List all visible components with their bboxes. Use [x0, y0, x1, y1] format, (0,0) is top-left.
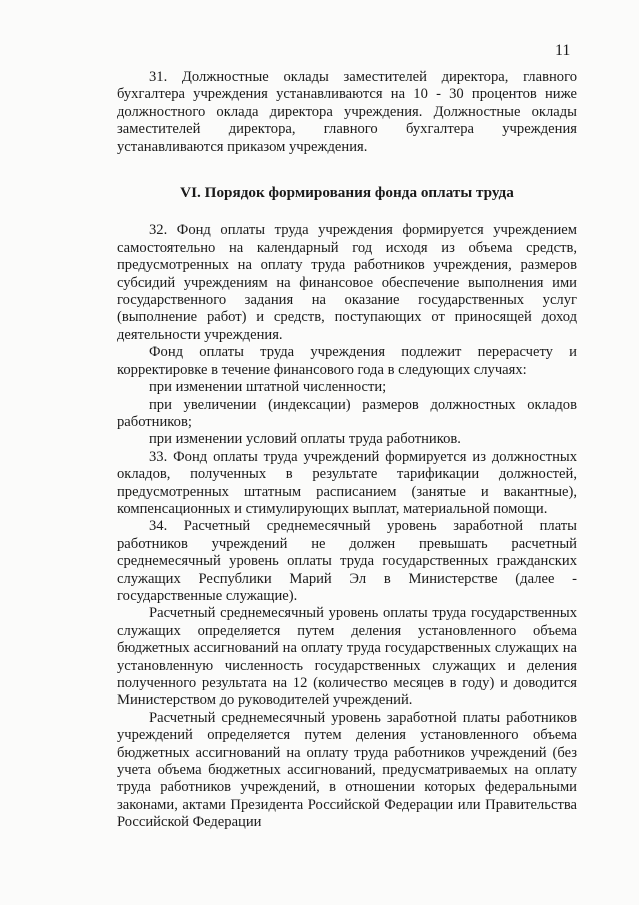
paragraph-33: 33. Фонд оплаты труда учреждений формируется из должностных окладов, полученных в результате тарификации должностей, предусмотренных штатным расписанием (занятые и вакантные), компенсационных и стимулирующих выплат, материальной помощи.: [117, 448, 577, 517]
paragraph-32: 32. Фонд оплаты труда учреждения формируется учреждением самостоятельно на календарный год исходя из объема средств, предусмотренных на оплату труда работников учреждения, размеров субсидий учреждениям на финансовое обеспечение выполнения ими государственного задания на оказание государственных услуг (выполнение работ) и средств, поступающих от приносящей доход деятельности учреждения.: [117, 222, 577, 343]
paragraph-civil-servants-level: Расчетный среднемесячный уровень оплаты труда государственных служащих определяется путем деления установленного объема бюджетных ассигнований на оплату труда государственных служащих на установленную численность государственных служащих и деления полученного результата на 12 (количество месяцев в году) и доводится Министерством до руководителей учреждений.: [117, 605, 577, 709]
list-item-salary-indexation: при увеличении (индексации) размеров должностных окладов работников;: [117, 396, 577, 430]
list-item-pay-conditions: при изменении условий оплаты труда работников.: [149, 431, 461, 448]
paragraph-employees-level: Расчетный среднемесячный уровень заработной платы работников учреждений определяется путем деления установленного объема бюджетных ассигнований на оплату труда работников учреждений (без учета объема бюджетных ассигнований, предусматриваемых на оплату труда работников учреждений, в отношении которых федеральными законами, актами Президента Российской Федерации или Правительства Российской Федерации: [117, 709, 577, 831]
paragraph-31: 31. Должностные оклады заместителей директора, главного бухгалтера учреждения устанавливаются на 10 - 30 процентов ниже должностного оклада директора учреждения. Должностные оклады заместителей директора, главного бухгалтера учреждения устанавливаются приказом учреждения.: [117, 69, 577, 155]
page-number: 11: [555, 42, 571, 59]
document-body: [117, 69, 577, 832]
paragraph-34: 34. Расчетный среднемесячный уровень заработной платы работников учреждений не должен превышать расчетный среднемесячный уровень оплаты труда государственных гражданских служащих Республики Марий Эл в Министерстве (далее - государственные служащие).: [117, 518, 577, 604]
paragraph-recalculation: Фонд оплаты труда учреждения подлежит перерасчету и корректировке в течение финансового года в следующих случаях:: [117, 344, 577, 378]
list-item-staff-change: при изменении штатной численности;: [149, 379, 387, 396]
section-heading: VI. Порядок формирования фонда оплаты труда: [180, 184, 514, 202]
